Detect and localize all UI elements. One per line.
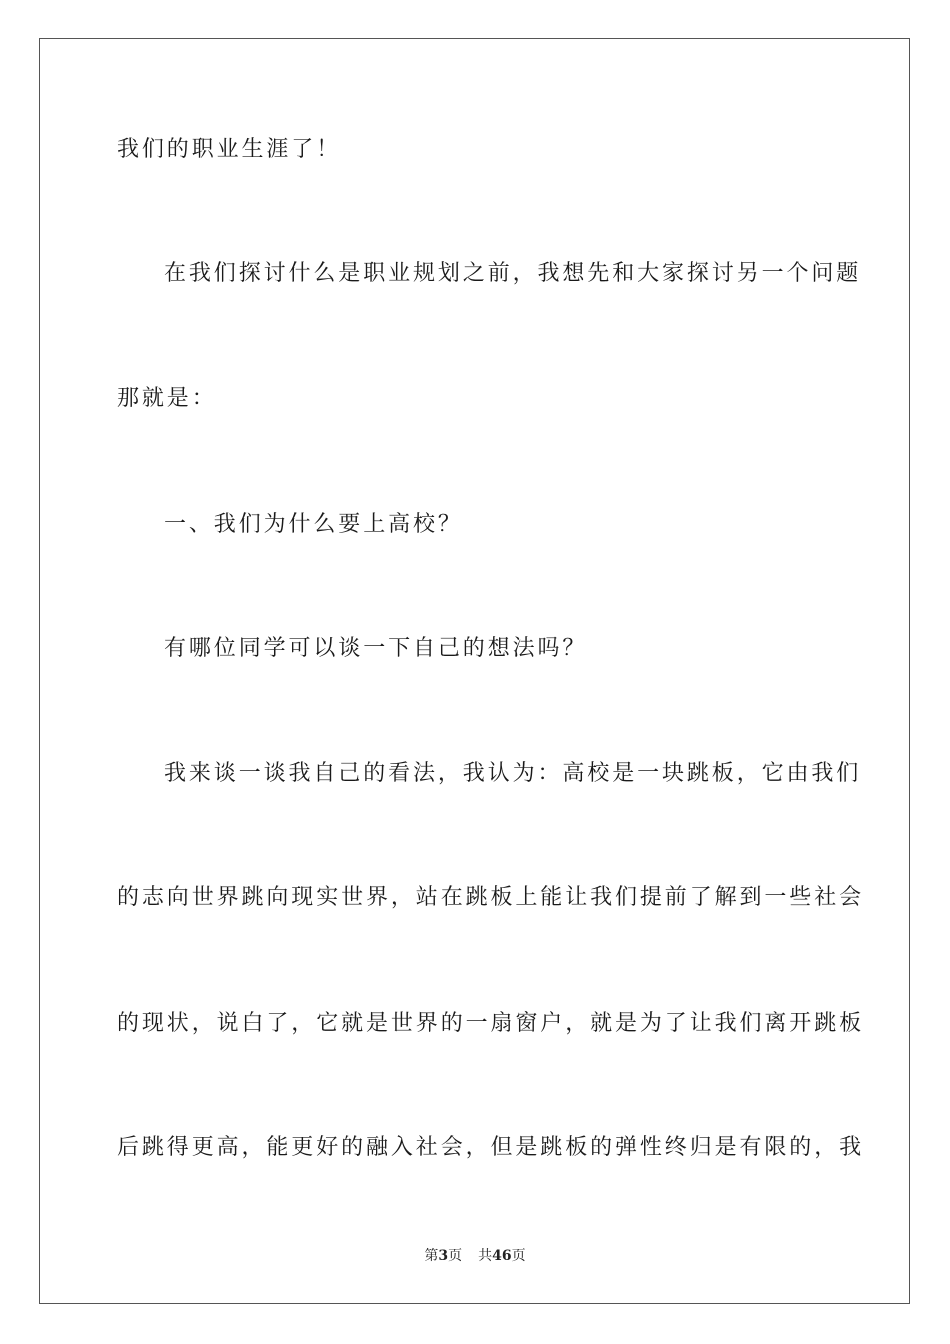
page-number: 3 [438,1248,449,1264]
section-heading: 一、我们为什么要上高校？ [164,512,463,537]
page-prefix: 第 [424,1248,439,1264]
total-pages: 46 [492,1248,512,1264]
page-border [39,38,910,1304]
paragraph-line-9: 后跳得更高，能更好的融入社会，但是跳板的弹性终归是有限的，我 [117,1135,865,1160]
page-suffix: 页 [448,1248,463,1264]
total-prefix: 共 [478,1248,493,1264]
paragraph-line-2: 在我们探讨什么是职业规划之前，我想先和大家探讨另一个问题 [164,261,862,286]
paragraph-line-8: 的现状，说白了，它就是世界的一扇窗户，就是为了让我们离开跳板 [117,1011,865,1036]
paragraph-line-7: 的志向世界跳向现实世界，站在跳板上能让我们提前了解到一些社会 [117,885,865,910]
page-footer [0,1246,950,1266]
paragraph-line-3: 那就是： [117,386,217,411]
paragraph-line-6: 我来谈一谈我自己的看法，我认为：高校是一块跳板，它由我们 [164,761,862,786]
paragraph-line-5: 有哪位同学可以谈一下自己的想法吗？ [164,636,588,661]
paragraph-line-1: 我们的职业生涯了！ [117,137,342,162]
total-suffix: 页 [511,1248,526,1264]
